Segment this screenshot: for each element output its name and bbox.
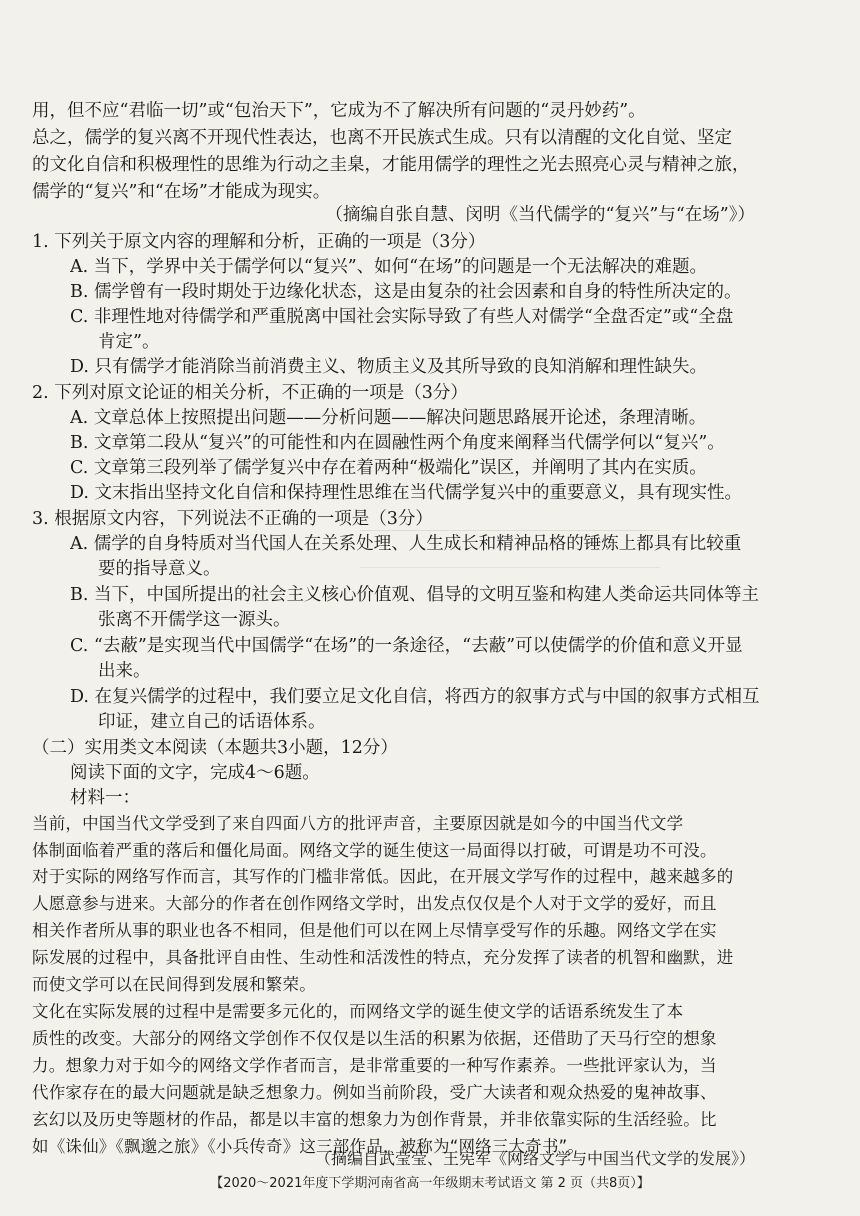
q3-option-b: B. 当下，中国所提出的社会主义核心价值观、倡导的文明互鉴和构建人类命运共同体等主 <box>70 585 759 605</box>
q3-option-b-cont: 张离不开儒学这一源头。 <box>98 610 291 630</box>
section-instruction: 阅读下面的文字，完成4～6题。 <box>70 763 320 783</box>
q3-option-a-cont: 要的指导意义。 <box>98 559 221 579</box>
q1-option-b: B. 儒学曾有一段时期处于边缘化状态，这是由复杂的社会因素和自身的特性所决定的。 <box>70 282 742 302</box>
material-line: 代作家存在的最大问题就是缺乏想象力。例如当前阶段，受广大读者和观众热爱的鬼神故事、 <box>32 1083 717 1102</box>
material-line: 如《诛仙》《飘邈之旅》《小兵传奇》这三部作品，被称为“网络三大奇书”。 <box>32 1137 585 1156</box>
material-line: 际发展的过程中，具备批评自由性、生动性和活泼性的特点，充分发挥了读者的机智和幽默，进 <box>32 948 734 967</box>
material-source: （摘编自武莹莹、王宪军《网络文学与中国当代文学的发展》） <box>314 1149 755 1168</box>
material-line: 当前，中国当代文学受到了来自四面八方的批评声音，主要原因就是如今的中国当代文学 <box>32 814 684 833</box>
passage-line: 用，但不应“君临一切”或“包治天下”，它成为不了解决所有问题的“灵丹妙药”。 <box>32 101 646 121</box>
page-footer: 【2020～2021年度下学期河南省高一年级期末考试语文 第 2 页（共8页）】 <box>210 1176 650 1191</box>
q3-option-d-cont: 印证，建立自己的话语体系。 <box>98 712 326 732</box>
q3-option-a: A. 儒学的自身特质对当代国人在关系处理、人生成长和精神品格的锤炼上都具有比较重 <box>70 534 742 554</box>
material-line: 相关作者所从事的职业也各不相同，但是他们可以在网上尽情享受写作的乐趣。网络文学在实 <box>32 921 717 940</box>
q1-option-a: A. 当下，学界中关于儒学何以“复兴”、如何“在场”的问题是一个无法解决的难题。 <box>70 257 708 277</box>
question-1-stem: 1. 下列关于原文内容的理解和分析，正确的一项是（3分） <box>32 232 486 252</box>
q2-option-b: B. 文章第二段从“复兴”的可能性和内在圆融性两个角度来阐释当代儒学何以“复兴”。 <box>70 433 725 453</box>
section-heading: （二）实用类文本阅读（本题共3小题，12分） <box>32 738 398 758</box>
material-label: 材料一： <box>70 788 140 808</box>
q2-option-c: C. 文章第三段列举了儒学复兴中存在着两种“极端化”误区，并阐明了其内在实质。 <box>70 458 707 478</box>
passage-line: 儒学的“复兴”和“在场”才能成为现实。 <box>32 182 331 202</box>
material-line: 力。想象力对于如今的网络文学作者而言，是非常重要的一种写作素养。一些批评家认为，当 <box>32 1056 717 1075</box>
question-3-stem: 3. 根据原文内容，下列说法不正确的一项是（3分） <box>32 509 433 529</box>
q1-option-c-cont: 肯定”。 <box>98 332 160 352</box>
q1-option-c: C. 非理性地对待儒学和严重脱离中国社会实际导致了有些人对儒学“全盘否定”或“全盘 <box>70 307 734 327</box>
material-line: 玄幻以及历史等题材的作品，都是以丰富的想象力为创作背景，并非依靠实际的生活经验。比 <box>32 1110 717 1129</box>
q2-option-a: A. 文章总体上按照提出问题——分析问题——解决问题思路展开论述，条理清晰。 <box>70 408 707 428</box>
material-line: 文化在实际发展的过程中是需要多元化的，而网络文学的诞生使文学的话语系统发生了本 <box>32 1002 684 1021</box>
q3-option-c: C. “去蔽”是实现当代中国儒学“在场”的一条途径，“去蔽”可以使儒学的价值和意义开显 <box>70 636 743 656</box>
passage-line: 的文化自信和积极理性的思维为行动之圭臬，才能用儒学的理性之光去照亮心灵与精神之旅， <box>32 155 750 175</box>
q2-option-d: D. 文末指出坚持文化自信和保持理性思维在当代儒学复兴中的重要意义，具有现实性。 <box>70 483 743 503</box>
q3-option-c-cont: 出来。 <box>98 661 151 681</box>
material-line: 对于实际的网络写作而言，其写作的门槛非常低。因此，在开展文学写作的过程中，越来越多的 <box>32 867 734 886</box>
material-line: 体制面临着严重的落后和僵化局面。网络文学的诞生使这一局面得以打破，可谓是功不可没。 <box>32 841 717 860</box>
q3-option-d: D. 在复兴儒学的过程中，我们要立足文化自信，将西方的叙事方式与中国的叙事方式相互 <box>70 687 760 707</box>
question-2-stem: 2. 下列对原文论证的相关分析，不正确的一项是（3分） <box>32 383 468 403</box>
material-line: 人愿意参与进来。大部分的作者在创作网络文学时，出发点仅仅是个人对于文学的爱好，而且 <box>32 894 717 913</box>
material-line: 而使文学可以在民间得到发展和繁荣。 <box>32 975 316 994</box>
passage-line: 总之，儒学的复兴离不开现代性表达，也离不开民族式生成。只有以清醒的文化自觉、坚定 <box>32 128 732 148</box>
q1-option-d: D. 只有儒学才能消除当前消费主义、物质主义及其所导致的良知消解和理性缺失。 <box>70 357 708 377</box>
passage-source: （摘编自张自慧、闵明《当代儒学的“复兴”与“在场”》） <box>325 205 755 225</box>
material-line: 质性的改变。大部分的网络文学创作不仅仅是以生活的积累为依据，还借助了天马行空的想象 <box>32 1029 717 1048</box>
